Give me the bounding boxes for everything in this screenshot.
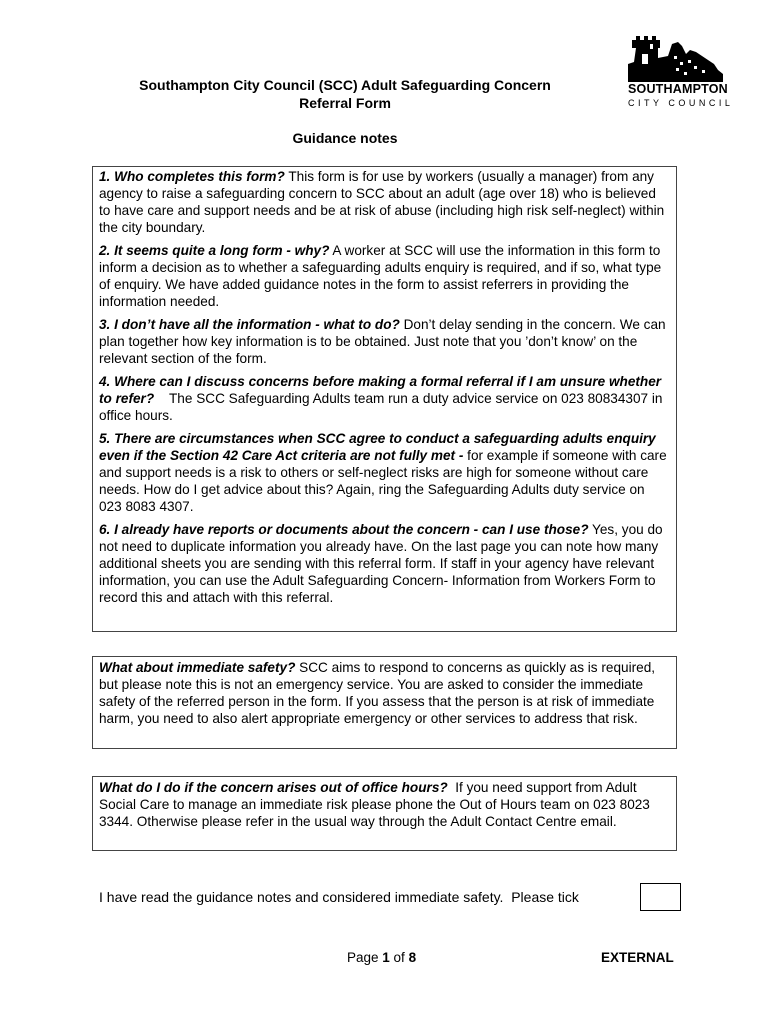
page-prefix: Page bbox=[347, 950, 383, 965]
title-line-2: Referral Form bbox=[299, 95, 391, 111]
faq-answer: Yes, you do not need to duplicate information you already have. On the last page you can note how many additional sheets you are sending with this referral form. If staff in your agency have relevant information, you can use the Adult Safeguarding Concern- Information from Workers Form to record this and attach with this referral. bbox=[99, 522, 663, 605]
logo-subtitle: CITY COUNCIL bbox=[628, 98, 734, 108]
faq-item bbox=[99, 521, 670, 606]
faq-answer: This form is for use by workers (usually a manager) from any agency to raise a safeguarding concern to SCC about an adult (age over 18) who is believed to have care and support needs and be at risk of abuse (including high risk self-neglect) within the city boundary. bbox=[99, 169, 665, 235]
section-subtitle: Guidance notes bbox=[292, 130, 398, 146]
logo-name: SOUTHAMPTON bbox=[628, 82, 728, 96]
faq-answer: Don’t delay sending in the concern. We can plan together how key information is to be obtained. Just note that you ’don’t know’ on the relevant section of the form. bbox=[99, 317, 666, 366]
faq-question: 6. I already have reports or documents about the concern - can I use those? bbox=[99, 522, 589, 537]
faq-item bbox=[99, 316, 670, 367]
out-of-hours-box bbox=[92, 776, 677, 851]
out-of-hours-paragraph bbox=[99, 779, 670, 830]
faq-question: 5. There are circumstances when SCC agree to conduct a safeguarding adults enquiry even if the Section 42 Care Act criteria are not fully met - bbox=[99, 431, 656, 463]
immediate-safety-box bbox=[92, 656, 677, 749]
council-logo bbox=[628, 30, 748, 110]
confirmation-tick-box[interactable] bbox=[640, 883, 681, 911]
faq-item bbox=[99, 242, 670, 310]
faq-answer: A worker at SCC will use the information in this form to inform a decision as to whether a safeguarding adults enquiry is required, and if so, what type of enquiry. We have added guidance notes in the form to assist referrers in providing the information needed. bbox=[99, 243, 662, 309]
faq-answer: for example if someone with care and support needs is a risk to others or self-neglect risks are high for someone without care needs. How do I get advice about this? Again, ring the Safeguarding Adults duty service on 023 8083 4307. bbox=[99, 448, 667, 514]
safety-paragraph bbox=[99, 659, 670, 727]
page-separator: of bbox=[389, 950, 409, 965]
faq-question: 4. Where can I discuss concerns before making a formal referral if I am unsure whether to refer? bbox=[99, 374, 662, 406]
title-line-1: Southampton City Council (SCC) Adult Safeguarding Concern bbox=[139, 77, 551, 93]
faq-answer: The SCC Safeguarding Adults team run a duty advice service on 023 80834307 in office hours. bbox=[99, 391, 667, 423]
document-title bbox=[90, 76, 600, 112]
faq-question: 1. Who completes this form? bbox=[99, 169, 285, 184]
faq-item bbox=[99, 373, 670, 424]
safety-answer: SCC aims to respond to concerns as quickly as is required, but please note this is not an emergency service. You are asked to consider the immediate safety of the referred person in the form. If you assess that the person is at risk of immediate harm, you need to also alert appropriate emergency or other services to address that risk. bbox=[99, 660, 656, 726]
guidance-faq-box bbox=[92, 166, 677, 632]
faq-question: 3. I don’t have all the information - what to do? bbox=[99, 317, 400, 332]
out-of-hours-question: What do I do if the concern arises out of office hours? bbox=[99, 780, 448, 795]
classification-label: EXTERNAL bbox=[601, 950, 674, 965]
out-of-hours-answer: If you need support from Adult Social Care to manage an immediate risk please phone the Out of Hours team on 023 8023 3344. Otherwise please refer in the usual way through the Adult Contact Centre email. bbox=[99, 780, 654, 829]
castle-icon bbox=[628, 30, 738, 82]
faq-question: 2. It seems quite a long form - why? bbox=[99, 243, 330, 258]
faq-item bbox=[99, 168, 670, 236]
page-current: 1 bbox=[382, 950, 390, 965]
safety-question: What about immediate safety? bbox=[99, 660, 296, 675]
confirmation-text: I have read the guidance notes and considered immediate safety. Please tick bbox=[99, 889, 579, 905]
page-total: 8 bbox=[408, 950, 417, 965]
faq-item bbox=[99, 430, 670, 515]
page-number bbox=[347, 950, 416, 965]
